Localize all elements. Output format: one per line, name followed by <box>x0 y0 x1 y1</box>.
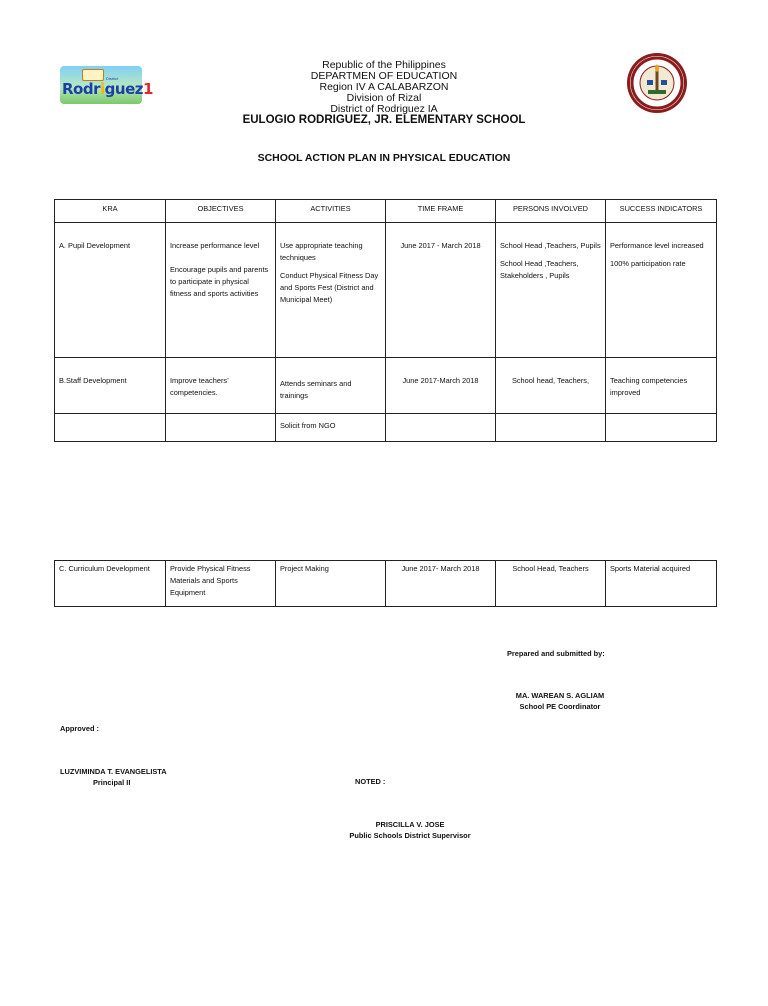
approved-name: LUZVIMINDA T. EVANGELISTA <box>60 767 167 776</box>
column-header-activities: ACTIVITIES <box>276 200 386 223</box>
header-region: Region IV A CALABARZON <box>319 81 449 93</box>
time-frame-cell: June 2017 - March 2018 <box>386 223 496 358</box>
table-header-row <box>55 200 717 223</box>
indicators-cell: Performance level increased 100% participation rate <box>606 223 717 358</box>
header-school-name: EULOGIO RODRIGUEZ, JR. ELEMENTARY SCHOOL <box>242 114 526 126</box>
header-republic: Republic of the Philippines <box>322 59 446 71</box>
activities-cell: Use appropriate teaching techniques Conduct Physical Fitness Day and Sports Fest (District and Municipal Meet) <box>276 223 386 358</box>
table-row <box>55 561 717 607</box>
objectives-cell: Improve teachers’ competencies. <box>166 358 276 414</box>
persons-cell: School head, Teachers, <box>496 358 606 414</box>
objectives-cell: Increase performance level Encourage pupils and parents to participate in physical fitness and sports activities <box>166 223 276 358</box>
logo-small-text: District <box>106 76 119 81</box>
column-header-success-indicators: SUCCESS INDICATORS <box>606 200 717 223</box>
kra-cell <box>55 414 166 442</box>
column-header-persons-involved: PERSONS INVOLVED <box>496 200 606 223</box>
table-row <box>55 223 717 358</box>
persons-cell: School Head, Teachers <box>496 561 606 607</box>
prepared-label: Prepared and submitted by: <box>507 649 605 658</box>
persons-cell: School Head ,Teachers, Pupils School Head ,Teachers, Stakeholders , Pupils <box>496 223 606 358</box>
noted-title: Public Schools District Supervisor <box>349 831 471 840</box>
time-frame-cell: June 2017- March 2018 <box>386 561 496 607</box>
kra-cell: C. Curriculum Development <box>55 561 166 607</box>
curriculum-table <box>54 560 717 607</box>
time-frame-cell: June 2017-March 2018 <box>386 358 496 414</box>
column-header-time-frame: TIME FRAME <box>386 200 496 223</box>
noted-name: PRISCILLA V. JOSE <box>375 820 445 829</box>
column-header-kra: KRA <box>55 200 166 223</box>
document-title: SCHOOL ACTION PLAN IN PHYSICAL EDUCATION <box>257 152 511 164</box>
indicators-cell <box>606 414 717 442</box>
table-row <box>55 358 717 414</box>
header-division: Division of Rizal <box>346 92 422 104</box>
header-department: DEPARTMEN OF EDUCATION <box>310 70 458 82</box>
prepared-name: MA. WAREAN S. AGLIAM <box>515 691 605 700</box>
logo-wordmark: Rodriguez1 <box>62 80 153 98</box>
approved-label: Approved : <box>60 724 100 733</box>
table-row <box>55 414 717 442</box>
persons-cell <box>496 414 606 442</box>
time-frame-cell <box>386 414 496 442</box>
header-district: District of Rodriguez IA <box>330 103 438 115</box>
kra-cell: B.Staff Development <box>55 358 166 414</box>
indicators-cell: Sports Material acquired <box>606 561 717 607</box>
kra-cell: A. Pupil Development <box>55 223 166 358</box>
action-plan-table <box>54 199 717 442</box>
indicators-cell: Teaching competencies improved <box>606 358 717 414</box>
activities-cell: Solicit from NGO <box>276 414 386 442</box>
prepared-title: School PE Coordinator <box>519 702 601 711</box>
column-header-objectives: OBJECTIVES <box>166 200 276 223</box>
objectives-cell <box>166 414 276 442</box>
approved-title: Principal II <box>93 778 131 787</box>
activities-cell: Attends seminars and trainings <box>276 358 386 414</box>
objectives-cell: Provide Physical Fitness Materials and Sports Equipment <box>166 561 276 607</box>
activities-cell: Project Making <box>276 561 386 607</box>
noted-label: NOTED : <box>355 777 386 786</box>
